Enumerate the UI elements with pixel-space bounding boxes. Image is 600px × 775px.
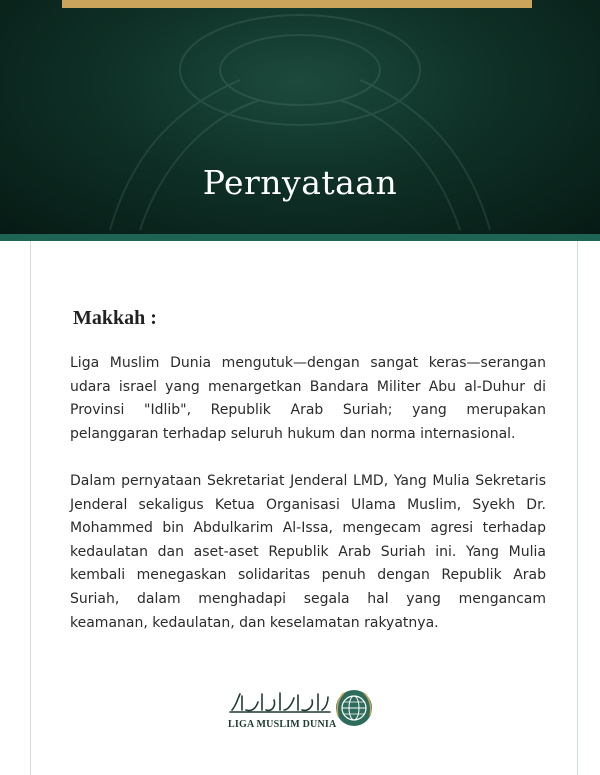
logo-text: LIGA MUSLIM DUNIA — [228, 719, 337, 730]
statement-paragraph-1: Liga Muslim Dunia mengutuk—dengan sangat keras—serangan udara israel yang menargetkan Bandara Militer Abu al-Duhur di Provinsi "Idlib", Republik Arab Suriah; yang merupakan pelanggaran terhadap seluruh hukum dan norma internasional. — [70, 355, 546, 442]
arabic-calligraphy-logotype — [228, 688, 332, 716]
globe-emblem-icon — [334, 688, 374, 728]
header-banner — [0, 0, 600, 234]
page-title: Pernyataan — [202, 163, 398, 202]
gold-top-bar — [62, 0, 532, 8]
dateline-location: Makkah : — [73, 307, 157, 329]
statement-paragraph-2: Dalam pernyataan Sekretariat Jenderal LMD, Yang Mulia Sekretaris Jenderal sekaligus Ketua Organisasi Ulama Muslim, Syekh Dr. Mohammed bin Abdulkarim Al-Issa, mengecam agresi terhadap kedaulatan dan aset-aset Republik Arab Suriah ini. Yang Mulia kembali menegaskan solidaritas penuh dengan Republik Arab Suriah, dalam menghadapi segala hal yang mengancam keamanan, kedaulatan, dan keselamatan rakyatnya. — [70, 473, 546, 631]
organization-logo — [228, 688, 374, 736]
header-divider — [0, 234, 600, 241]
